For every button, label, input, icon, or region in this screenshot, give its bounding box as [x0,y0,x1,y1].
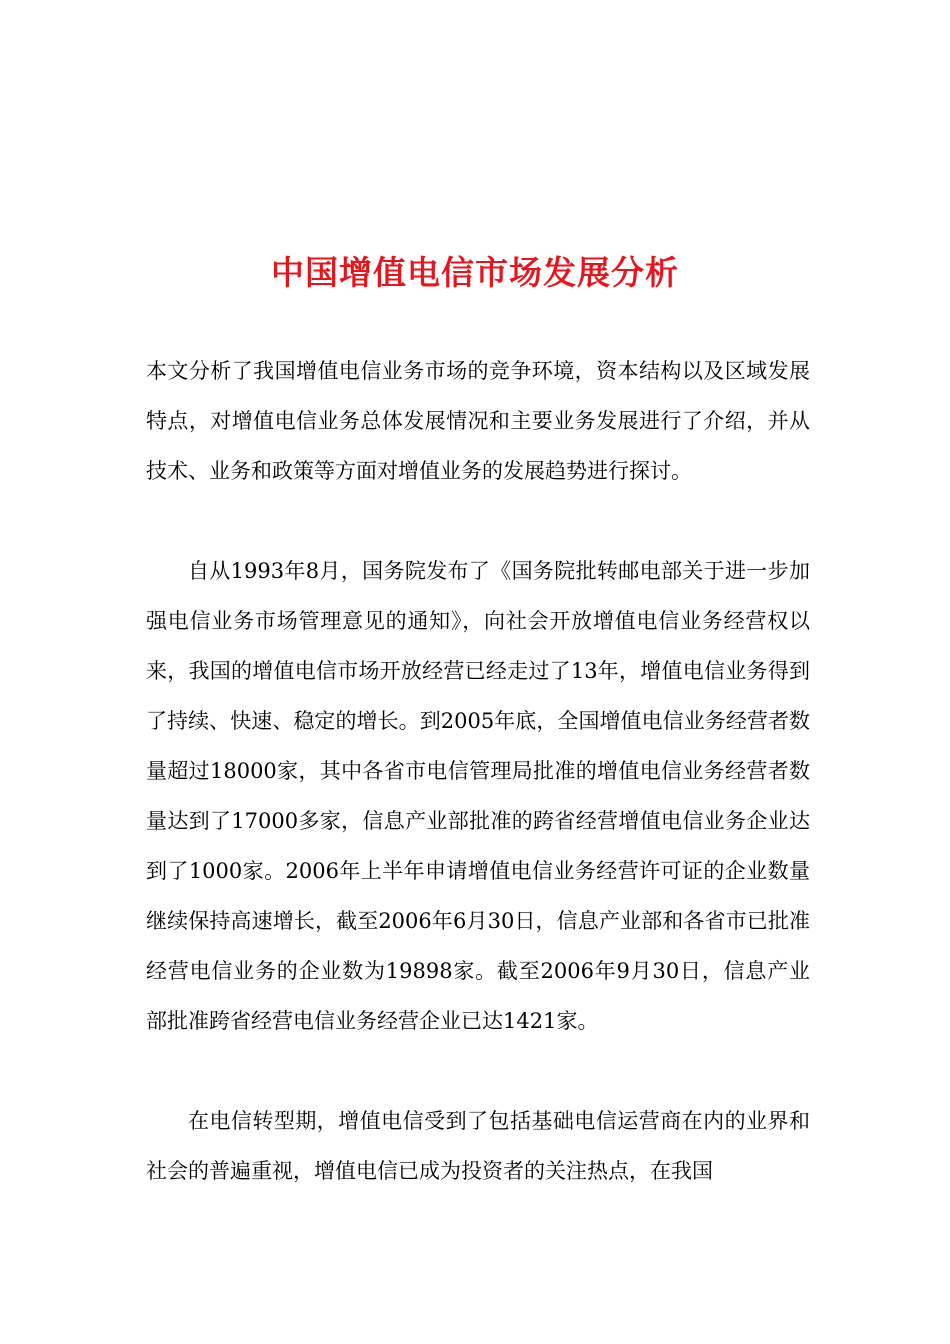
body-paragraph: 在电信转型期，增值电信受到了包括基础电信运营商在内的业界和社会的普遍重视，增值电信已成为投资者的关注热点，在我国 [146,1109,810,1183]
abstract-paragraph: 本文分析了我国增值电信业务市场的竞争环境，资本结构以及区域发展特点，对增值电信业务总体发展情况和主要业务发展进行了介绍，并从技术、业务和政策等方面对增值业务的发展趋势进行探讨。 [146,359,810,483]
document-title: 中国增值电信市场发展分析 [271,253,679,293]
body-paragraph: 自从1993年8月，国务院发布了《国务院批转邮电部关于进一步加强电信业务市场管理意见的通知》，向社会开放增值电信业务经营权以来，我国的增值电信市场开放经营已经走过了13年，增值电信业务得到了持续、快速、稳定的增长。到2005年底，全国增值电信业务经营者数量超过18000家，其中各省市电信管理局批准的增值电信业务经营者数量达到了17000多家，信息产业部批准的跨省经营增值电信业务企业达到了1000家。2006年上半年申请增值电信业务经营许可证的企业数量继续保持高速增长，截至2006年6月30日，信息产业部和各省市已批准经营电信业务的企业数为19898家。截至2006年9月30日，信息产业部批准跨省经营电信业务经营企业已达1421家。 [146,559,810,1033]
